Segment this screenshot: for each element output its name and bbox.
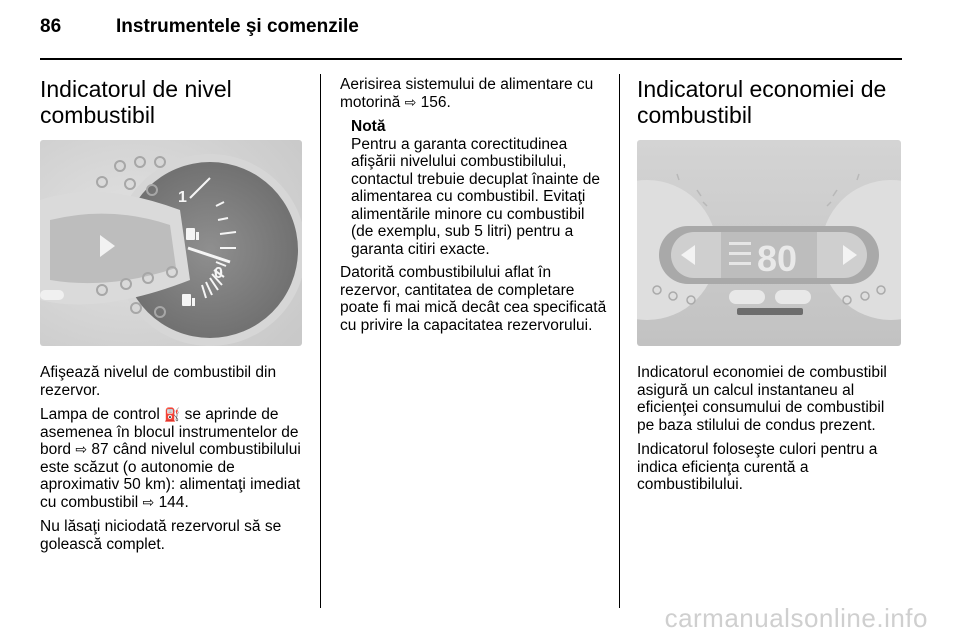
watermark: carmanualsonline.info bbox=[664, 603, 928, 633]
reference-arrow-icon: ⇨ bbox=[404, 93, 417, 110]
gauge-top-label: 1 bbox=[178, 189, 187, 206]
section-title: Instrumentele şi comenzile bbox=[116, 16, 359, 37]
gauge-bottom-label: 0 bbox=[214, 265, 223, 282]
text-span: Aerisirea sistemului de alimentare cu motorină bbox=[340, 76, 594, 111]
text-span: . bbox=[446, 93, 451, 111]
column-divider-2 bbox=[619, 74, 620, 608]
column-fuel-economy bbox=[637, 76, 901, 501]
header-rule bbox=[40, 58, 902, 60]
fuel-pump-icon: ⛽ bbox=[164, 407, 181, 422]
refill-paragraph: Datorită combustibilului aflat în rezervor, cantitatea de completare poate fi mai mică decât cea specificată cu privire la capacitatea rezervorului. bbox=[340, 264, 607, 334]
note-text: Pentru a garanta corectitudinea afişării nivelului combustibilului, contactul trebuie decuplat înainte de alimentarea cu combustibil. Evitaţi alimentările minore cu combustibil (de exemplu, sub 5 litri) pentru a garanta citiri exacte. bbox=[351, 135, 601, 258]
text-span: se aprinde de asemenea în blocul instrumentelor de bord bbox=[40, 406, 299, 458]
fuel-level-paragraph-1: Afişează nivelul de combustibil din rezervor. bbox=[40, 364, 277, 399]
fuel-gauge-figure bbox=[40, 140, 302, 346]
fuel-economy-paragraph-1: Indicatorul economiei de combustibil asigură un calcul instantaneu al eficienţei consumului de combustibil pe baza stilului de condus prezent. bbox=[637, 364, 887, 434]
column-fuel-notes bbox=[340, 76, 608, 341]
column-fuel-level bbox=[40, 76, 308, 560]
reference-arrow-icon: ⇨ bbox=[142, 493, 155, 510]
fuel-economy-heading: Indicatorul economiei de combustibil bbox=[637, 76, 887, 128]
fuel-economy-paragraph-2: Indicatorul foloseşte culori pentru a indica eficienţa curentă a combustibilului. bbox=[637, 441, 878, 493]
fuel-economy-figure bbox=[637, 140, 901, 346]
economy-display-value: 80 bbox=[756, 238, 798, 279]
diesel-bleed-paragraph bbox=[340, 76, 608, 111]
column-divider-1 bbox=[320, 74, 321, 608]
fuel-level-heading: Indicatorul de nivel combustibil bbox=[40, 76, 232, 128]
page-ref-link[interactable]: 156 bbox=[420, 93, 447, 111]
fuel-level-paragraph-2 bbox=[40, 406, 308, 511]
reference-arrow-icon: ⇨ bbox=[75, 441, 88, 457]
text-span: Lampa de control bbox=[40, 406, 165, 423]
page-ref-link[interactable]: 87 bbox=[91, 441, 109, 458]
text-span: când nivelul combustibilului este scăzut (o autonomie de aproximativ 50 km): alimentaţi imediat cu combustibil bbox=[40, 441, 301, 511]
fuel-gauge-illustration bbox=[40, 140, 302, 346]
page-header bbox=[40, 16, 359, 38]
fuel-economy-illustration bbox=[637, 140, 901, 346]
page-ref-link[interactable]: 144 bbox=[158, 493, 185, 511]
fuel-level-paragraph-3: Nu lăsaţi niciodată rezervorul să se golească complet. bbox=[40, 518, 282, 553]
note-box bbox=[351, 118, 608, 258]
text-span: . bbox=[184, 493, 189, 511]
page-number: 86 bbox=[40, 16, 62, 37]
note-title: Notă bbox=[351, 118, 386, 135]
